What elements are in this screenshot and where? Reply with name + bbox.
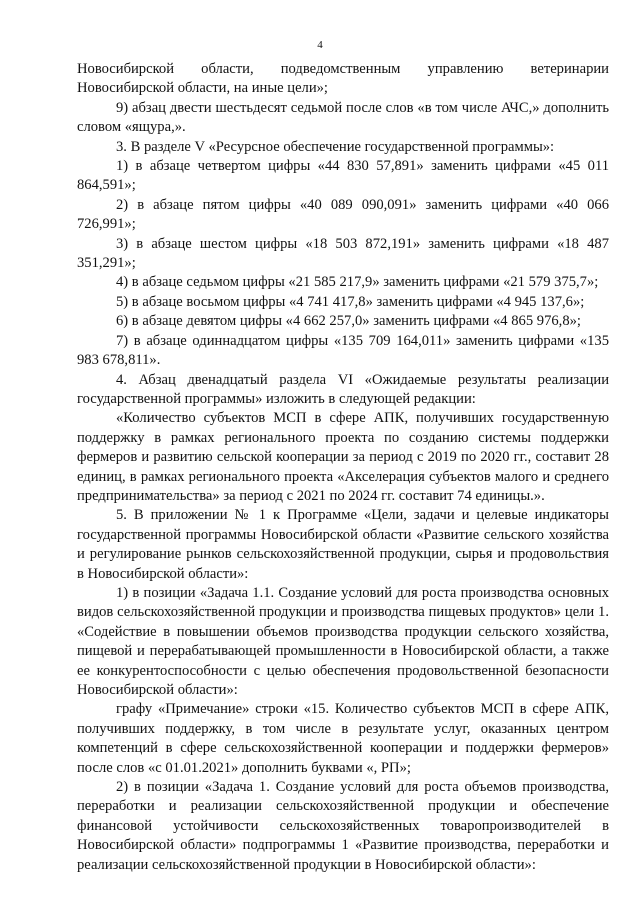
paragraph: 5. В приложении № 1 к Программе «Цели, задачи и целевые индикаторы государственной программы Новосибирской области «Развитие сельского хозяйства и регулирование рынков сельскохозяйственной продукции, сырья и продовольствия в Новосибирской области»: (77, 507, 609, 582)
paragraph: 3) в абзаце шестом цифры «18 503 872,191» заменить цифрами «18 487 351,291»; (77, 235, 609, 272)
paragraph: 2) в абзаце пятом цифры «40 089 090,091» заменить цифрами «40 066 726,991»; (77, 196, 609, 233)
paragraph: 4. Абзац двенадцатый раздела VI «Ожидаемые результаты реализации государственной программы» изложить в следующей редакции: (77, 371, 609, 407)
paragraph: 9) абзац двести шестьдесят седьмой после слов «в том числе АЧС,» дополнить словом «ящура,». (77, 99, 609, 136)
paragraph: 1) в абзаце четвертом цифры «44 830 57,891» заменить цифрами «45 011 864,591»; (77, 158, 609, 194)
page-number: 4 (317, 39, 323, 51)
paragraph: 6) в абзаце девятом цифры «4 662 257,0» заменить цифрами «4 865 976,8»; (116, 313, 581, 330)
paragraph: Новосибирской области, подведомственным управлению ветеринарии Новосибирской области, на иные цели»; (77, 61, 609, 97)
paragraph: 5) в абзаце восьмом цифры «4 741 417,8» заменить цифрами «4 945 137,6»; (116, 293, 585, 310)
paragraph: 1) в позиции «Задача 1.1. Создание условий для роста производства основных видов сельскохозяйственной продукции и производства пищевых продуктов» цели 1. «Содействие в повышении объемов производства продукции сельского хозяйства, пищевой и перерабатывающей промышленности в Новосибирской области, а также ее конкурентоспособности с целью обеспечения продовольственной безопасности Новосибирской области»: (77, 584, 609, 698)
paragraph: 3. В разделе V «Ресурсное обеспечение государственной программы»: (116, 138, 555, 155)
paragraph: графу «Примечание» строки «15. Количество субъектов МСП в сфере АПК, получивших поддержку, в том числе в результате услуг, оказанных центром компетенций в сфере сельскохозяйственной кооперации и поддержки фермеров» после слов «с 01.01.2021» дополнить буквами «, РП»; (77, 701, 609, 776)
paragraph: 2) в позиции «Задача 1. Создание условий для роста объемов производства, переработки и реализации сельскохозяйственной продукции и обеспечение финансовой устойчивости сельскохозяйственных товаропроизводителей в Новосибирской области» подпрограммы 1 «Развитие производства, переработки и реализации сельскохозяйственной продукции в Новосибирской области»: (77, 779, 609, 873)
paragraph: 4) в абзаце седьмом цифры «21 585 217,9» заменить цифрами «21 579 375,7»; (116, 274, 599, 291)
document-body (77, 60, 609, 875)
paragraph: «Количество субъектов МСП в сфере АПК, получивших государственную поддержку в рамках регионального проекта по созданию системы поддержки фермеров и развитию сельской кооперации за период с 2019 по 2020 гг., составит 28 единиц, в рамках регионального проекта «Акселерация субъектов малого и среднего предпринимательства» за период с 2021 по 2024 гг. составит 74 единицы.». (77, 410, 609, 504)
paragraph: 7) в абзаце одиннадцатом цифры «135 709 164,011» заменить цифрами «135 983 678,811». (77, 332, 609, 369)
